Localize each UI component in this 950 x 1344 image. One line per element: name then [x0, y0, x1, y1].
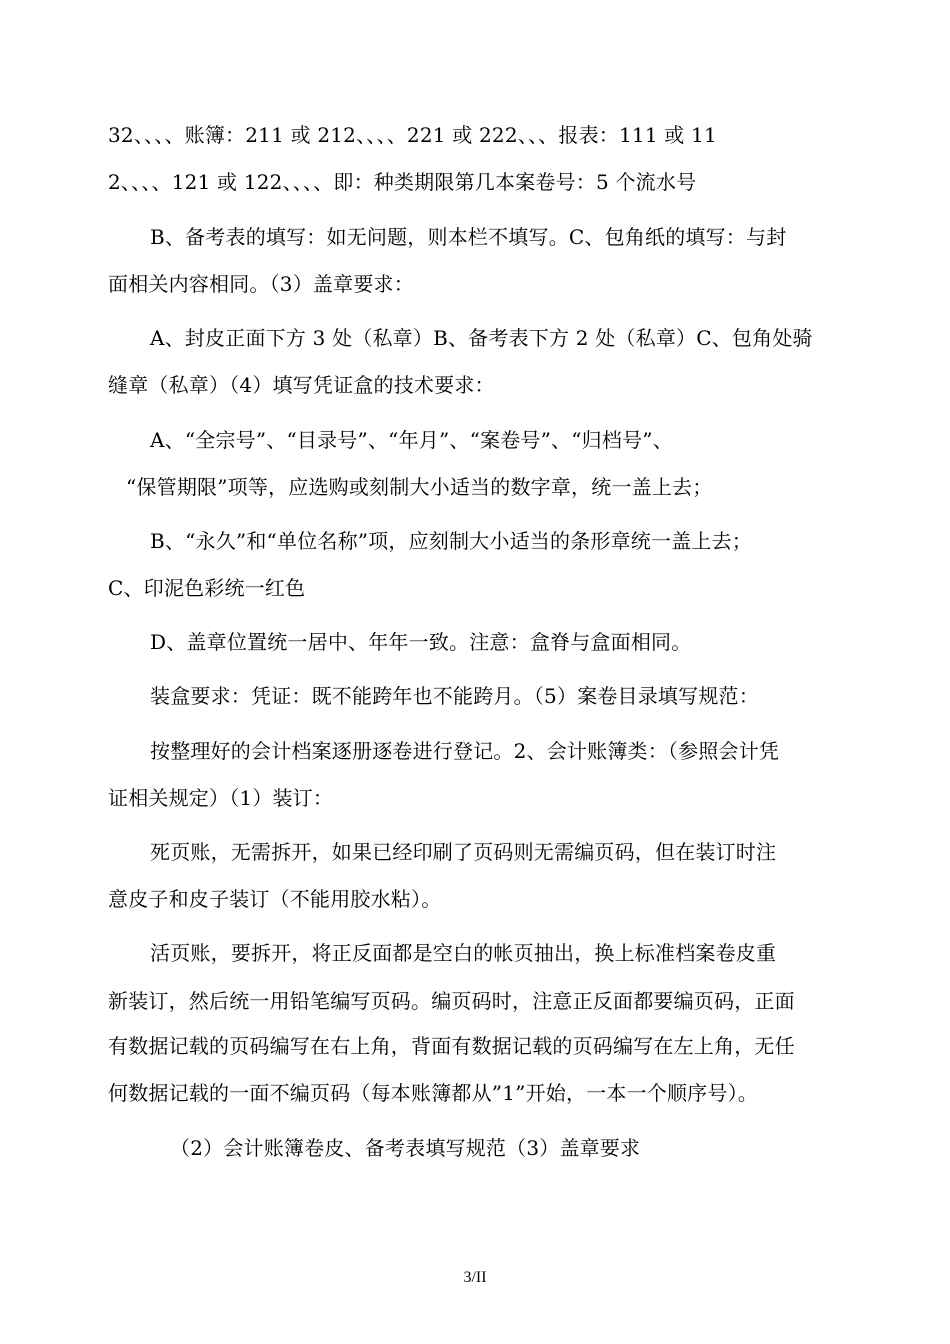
text-line-8: “保管期限”项等，应选购或刻制大小适当的数字章，统一盖上去； [126, 475, 713, 499]
text-line-12: 装盒要求：凭证：既不能跨年也不能跨月。（5）案卷目录填写规范： [150, 684, 759, 708]
text-line-10: C、印泥色彩统一红色 [108, 576, 306, 600]
text-line-17: 活页账，要拆开，将正反面都是空白的帐页抽出，换上标准档案卷皮重 [150, 941, 777, 965]
text-line-6: 缝章（私章）（4）填写凭证盒的技术要求： [108, 373, 495, 397]
text-line-13: 按整理好的会计档案逐册逐卷进行登记。2、会计账簿类：（参照会计凭 [150, 739, 780, 763]
text-line-20: 何数据记载的一面不编页码（每本账簿都从”1”开始，一本一个顺序号）。 [108, 1081, 758, 1105]
text-line-7: A、“全宗号”、“目录号”、“年月”、“案卷号”、“归档号”、 [150, 428, 673, 452]
text-line-18: 新装订，然后统一用铅笔编写页码。编页码时，注意正反面都要编页码，正面 [108, 989, 795, 1013]
text-line-5: A、封皮正面下方 3 处（私章）B、备考表下方 2 处（私章）C、包角处骑 [150, 326, 813, 350]
page-number: 3/II [463, 1269, 487, 1286]
text-line-3: B、备考表的填写：如无问题，则本栏不填写。C、包角纸的填写：与封 [150, 225, 787, 249]
text-line-4: 面相关内容相同。（3）盖章要求： [108, 272, 414, 296]
text-line-1: 32、、、、账簿：211 或 212、、、、221 或 222、、、报表：111 或 11 [108, 123, 717, 147]
text-line-14: 证相关规定）（1）装订： [108, 786, 334, 810]
text-line-2: 2、、、、121 或 122、、、、即：种类期限第几本案卷号：5 个流水号 [108, 170, 697, 194]
text-line-16: 意皮子和皮子装订（不能用胶水粘）。 [108, 887, 442, 911]
text-line-15: 死页账，无需拆开，如果已经印刷了页码则无需编页码，但在装订时注 [150, 840, 777, 864]
text-line-19: 有数据记载的页码编写在右上角，背面有数据记载的页码编写在左上角，无任 [108, 1034, 795, 1058]
text-line-9: B、“永久”和“单位名称”项，应刻制大小适当的条形章统一盖上去； [150, 529, 752, 553]
text-line-21: （2）会计账簿卷皮、备考表填写规范（3）盖章要求 [170, 1136, 641, 1160]
text-line-11: D、盖章位置统一居中、年年一致。注意：盒脊与盒面相同。 [150, 630, 692, 654]
